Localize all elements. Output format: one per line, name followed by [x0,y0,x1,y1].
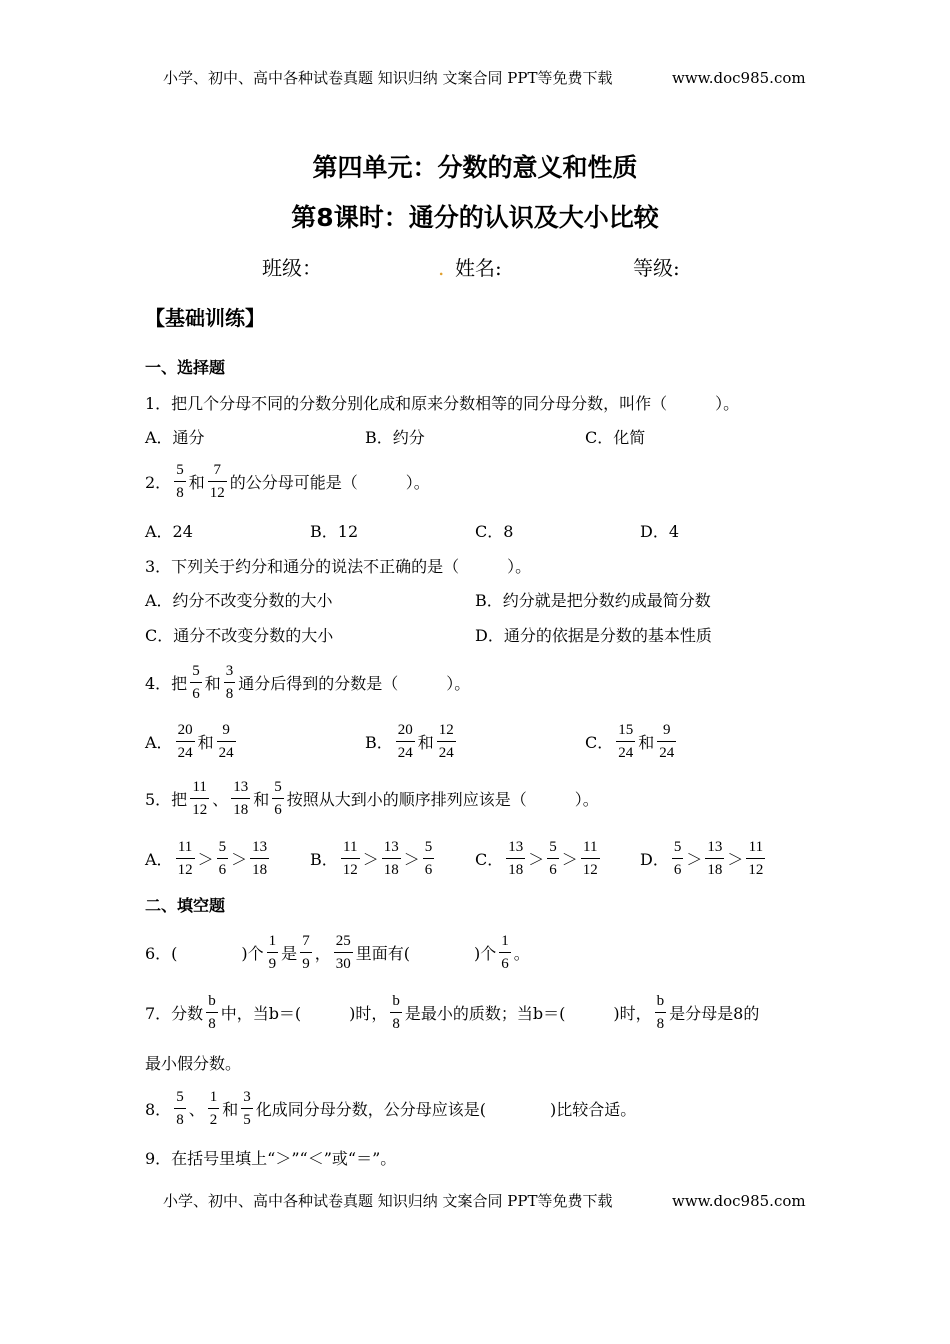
fraction-numerator: 13 [382,839,401,859]
text-run: ＞ [231,849,248,869]
fraction [176,839,195,878]
question-7-stem-continued [145,1040,241,1084]
fraction [390,993,402,1032]
question-4-option-a [145,719,239,763]
fraction [334,933,353,972]
text-run: A．通分 [145,427,205,447]
text-run: 是 [281,943,298,963]
fraction [300,933,312,972]
text-run: C．化简 [585,427,646,447]
fraction-denominator: 8 [656,1015,665,1032]
question-9-stem [145,1135,396,1179]
text-run: 4．把 [145,673,188,693]
text-run: 8． [145,1099,172,1119]
fraction [217,722,236,761]
text-run: 和 [417,732,434,752]
text-run: 最小假分数。 [145,1053,242,1073]
fraction-numerator: 5 [174,462,186,482]
question-3-option-d [475,612,712,656]
fraction-numerator: 7 [300,933,312,953]
fraction-denominator: 12 [192,801,208,818]
fraction [581,839,600,878]
fraction-denominator: 9 [302,955,310,972]
text-run: 5．把 [145,789,188,809]
section-heading: 【基础训练】 [145,306,265,330]
fraction-denominator: 6 [424,861,433,878]
fraction [506,839,525,878]
info-mark: . [438,256,445,280]
text-run: A．24 [145,521,193,541]
fraction-numerator: 5 [272,779,284,799]
page-footer-url: www.doc985.com [672,1192,806,1210]
class-label: 班级： [262,256,322,280]
fraction [655,993,667,1032]
text-run: 、 [188,1099,205,1119]
fraction-denominator: 18 [233,801,249,818]
fraction-denominator: 24 [438,744,454,761]
fraction-numerator: 1 [267,933,279,953]
fraction-numerator: b [390,993,402,1013]
fraction-denominator: 6 [549,861,557,878]
fraction-numerator: 11 [581,839,600,859]
fraction-denominator: 12 [209,484,225,501]
text-run: ＞ [727,849,744,869]
question-4-stem [145,660,470,704]
fraction-denominator: 12 [748,861,764,878]
fraction-numerator: b [206,993,218,1013]
text-run: 的公分母可能是（ ）。 [229,472,430,492]
fraction-denominator: 6 [192,685,200,702]
text-run: 中，当b＝( )时， [220,1003,388,1023]
question-1-option-c [585,414,645,458]
text-run: D．通分的依据是分数的基本性质 [475,625,712,645]
text-run: 和 [197,732,214,752]
text-run: B．约分 [365,427,425,447]
fraction-numerator: 5 [190,663,202,683]
fraction [272,779,284,818]
fraction [396,722,415,761]
fraction-denominator: 8 [176,484,184,501]
text-run: A．约分不改变分数的大小 [145,590,333,610]
fraction [250,839,269,878]
fraction-numerator: 1 [499,933,511,953]
fraction [241,1089,253,1128]
fraction [206,993,218,1032]
fraction [746,839,765,878]
text-run: 化成同分母分数，公分母应该是( )比较合适。 [255,1099,637,1119]
fraction-numerator: 11 [341,839,360,859]
text-run: ＞ [686,849,703,869]
text-run: 1．把几个分母不同的分数分别化成和原来分数相等的同分母分数，叫作（ ）。 [145,393,740,413]
text-run: 和 [222,1099,239,1119]
fraction [224,663,236,702]
fraction-denominator: 2 [209,1111,218,1128]
fraction [190,779,209,818]
fraction-denominator: 24 [659,744,675,761]
text-run: 。 [513,943,530,963]
fraction-numerator: 20 [176,722,195,742]
text-run: 里面有( )个 [355,943,497,963]
fraction-numerator: 11 [190,779,209,799]
fraction-denominator: 6 [501,955,509,972]
fraction-numerator: 12 [437,722,456,742]
question-1-option-b [365,414,425,458]
fraction-numerator: 1 [208,1089,220,1109]
fraction [499,933,511,972]
text-run: ＞ [197,849,214,869]
text-run: 、 [212,789,229,809]
fraction [208,1089,220,1128]
question-8-stem [145,1086,636,1130]
text-run: C．8 [475,521,514,541]
name-label: 姓名: [455,256,502,280]
fraction-denominator: 6 [274,801,282,818]
question-7-stem [145,990,759,1034]
text-run: 和 [188,472,205,492]
text-run: D． [640,849,669,869]
fraction [382,839,401,878]
page-header-text: 小学、初中、高中各种试卷真题 知识归纳 文案合同 PPT等免费下载 [163,69,613,87]
fraction [190,663,202,702]
fraction-numerator: 15 [616,722,635,742]
fraction [231,779,250,818]
fraction [341,839,360,878]
fraction-denominator: 12 [342,861,358,878]
fraction-denominator: 24 [218,744,234,761]
fraction [437,722,456,761]
fraction-denominator: 9 [268,955,277,972]
text-run: C．通分不改变分数的大小 [145,625,334,645]
fraction-numerator: 7 [208,462,227,482]
fraction-numerator: 9 [217,722,236,742]
fraction-denominator: 18 [252,861,268,878]
text-run: A． [145,732,173,752]
question-3-option-c [145,612,333,656]
fraction-denominator: 8 [208,1015,216,1032]
text-run: ＞ [528,849,545,869]
question-5-option-d [640,836,768,880]
question-5-option-c [475,836,603,880]
fraction [208,462,227,501]
part2-heading: 二、填空题 [145,896,226,915]
fraction-numerator: 11 [746,839,765,859]
fraction-numerator: 5 [217,839,229,859]
fraction-numerator: 13 [250,839,269,859]
fraction-numerator: 5 [547,839,559,859]
text-run: 6．( )个 [145,943,264,963]
fraction-numerator: 13 [506,839,525,859]
question-6-stem [145,930,530,974]
fraction-denominator: 8 [225,685,234,702]
fraction-numerator: 5 [174,1089,186,1109]
fraction [672,839,684,878]
text-run: C． [475,849,504,869]
fraction-numerator: 13 [705,839,724,859]
fraction [705,839,724,878]
fraction-denominator: 12 [177,861,193,878]
text-run: 2． [145,472,172,492]
fraction-denominator: 5 [243,1111,251,1128]
fraction-numerator: 3 [224,663,236,683]
fraction-denominator: 6 [673,861,682,878]
fraction-denominator: 24 [397,744,413,761]
text-run: 是分母是8的 [669,1003,760,1023]
page-footer-text: 小学、初中、高中各种试卷真题 知识归纳 文案合同 PPT等免费下载 [163,1192,613,1210]
text-run: 9．在括号里填上“＞”“＜”或“＝”。 [145,1148,397,1168]
fraction-denominator: 18 [383,861,399,878]
fraction-denominator: 24 [177,744,193,761]
page-header-url: www.doc985.com [672,69,806,87]
fraction-numerator: 5 [672,839,684,859]
grade-label: 等级: [633,256,680,280]
question-4-option-b [365,719,459,763]
fraction [657,722,676,761]
text-run: C． [585,732,614,752]
text-run: B．约分就是把分数约成最简分数 [475,590,711,610]
fraction-numerator: 13 [231,779,250,799]
part1-heading: 一、选择题 [145,358,226,377]
fraction-numerator: 5 [423,839,435,859]
fraction [174,462,186,501]
text-run: B．12 [310,521,359,541]
unit-title: 第四单元：分数的意义和性质 [312,153,638,182]
question-2-option-d [640,508,679,552]
fraction [423,839,435,878]
question-5-option-a [145,836,272,880]
question-2-stem [145,459,430,503]
text-run: A． [145,849,173,869]
text-run: B． [365,732,393,752]
fraction-denominator: 24 [618,744,634,761]
question-5-option-b [310,836,437,880]
fraction-numerator: 3 [241,1089,253,1109]
text-run: 通分后得到的分数是（ ）。 [238,673,471,693]
fraction-numerator: 11 [176,839,195,859]
text-run: 7．分数 [145,1003,204,1023]
question-5-stem [145,776,599,820]
text-run: D．4 [640,521,680,541]
fraction-numerator: b [655,993,667,1013]
question-4-option-c [585,719,679,763]
fraction-denominator: 6 [218,861,227,878]
fraction [267,933,279,972]
fraction-denominator: 12 [582,861,598,878]
fraction-denominator: 30 [335,955,351,972]
fraction [217,839,229,878]
text-run: 按照从大到小的顺序排列应该是（ ）。 [286,789,599,809]
fraction [174,1089,186,1128]
lesson-title: 第8课时：通分的认识及大小比较 [291,203,659,232]
fraction-denominator: 8 [392,1015,400,1032]
fraction [547,839,559,878]
text-run: 是最小的质数；当b＝( )时， [404,1003,652,1023]
question-1-stem [145,380,739,424]
text-run: 和 [253,789,270,809]
fraction [616,722,635,761]
fraction-numerator: 20 [396,722,415,742]
text-run: 和 [204,673,221,693]
fraction-numerator: 25 [334,933,353,953]
text-run: 3．下列关于约分和通分的说法不正确的是（ ）。 [145,556,532,576]
text-run: 和 [638,732,655,752]
text-run: ＞ [561,849,578,869]
question-1-option-a [145,414,205,458]
fraction [176,722,195,761]
text-run: ＞ [403,849,420,869]
text-run: ， [314,943,331,963]
text-run: B． [310,849,338,869]
text-run: ＞ [362,849,379,869]
fraction-denominator: 18 [707,861,723,878]
fraction-denominator: 8 [176,1111,184,1128]
fraction-numerator: 9 [657,722,676,742]
fraction-denominator: 18 [508,861,524,878]
